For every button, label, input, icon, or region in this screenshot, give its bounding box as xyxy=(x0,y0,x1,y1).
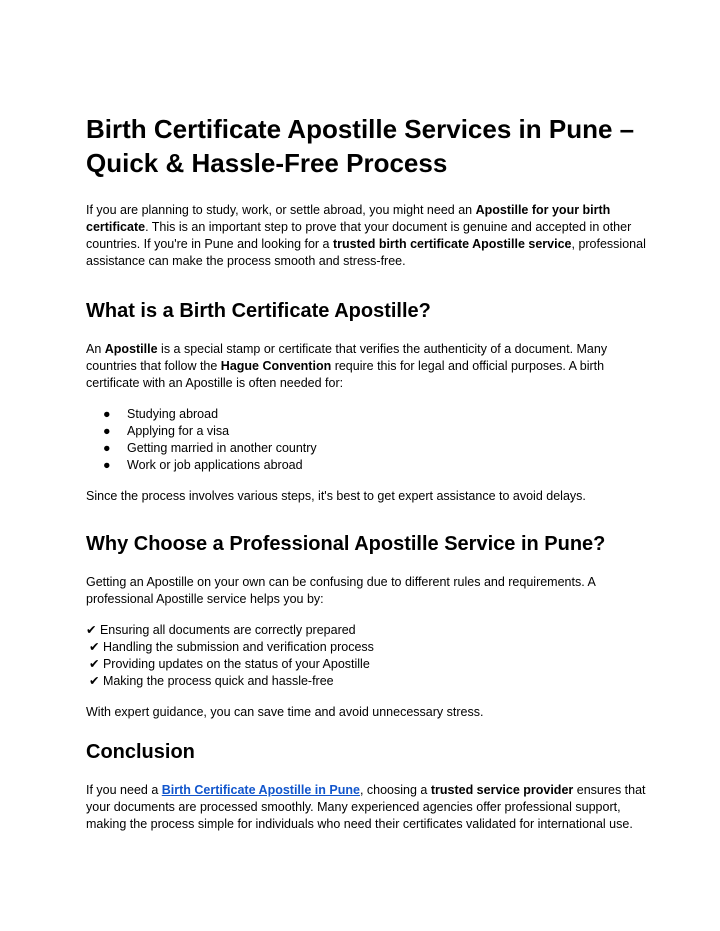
checklist-item: ✔ Making the process quick and hassle-free xyxy=(89,674,334,688)
what-closing-paragraph: Since the process involves various steps, it's best to get expert assistance to avoid delays. xyxy=(86,489,586,503)
conclusion-paragraph xyxy=(86,782,646,833)
list-item xyxy=(86,457,646,474)
bullet-icon: ● xyxy=(103,424,111,438)
checklist-item: ✔ Providing updates on the status of your Apostille xyxy=(89,657,370,671)
conclusion-text-3: ensures that your documents are processed smoothly. Many experienced agencies offer professional support, making the process simple for individuals who need their certificates validated for international use. xyxy=(86,783,646,831)
why-closing-paragraph: With expert guidance, you can save time and avoid unnecessary stress. xyxy=(86,705,484,719)
list-item xyxy=(86,406,646,423)
bullet-icon: ● xyxy=(103,441,111,455)
what-heading: What is a Birth Certificate Apostille? xyxy=(86,300,431,322)
intro-text-2: . This is an important step to prove that your document is genuine and accepted in other countries. If you're in Pune and looking for a xyxy=(86,220,632,251)
list-item-text: Studying abroad xyxy=(127,407,219,421)
what-text-3: require this for legal and official purposes. A birth certificate with an Apostille is often needed for: xyxy=(86,359,605,390)
what-bold-1: Apostille xyxy=(104,342,158,356)
uses-list xyxy=(86,406,646,474)
conclusion-heading: Conclusion xyxy=(86,741,195,763)
bullet-icon: ● xyxy=(103,407,111,421)
what-text-2: is a special stamp or certificate that verifies the authenticity of a document. Many countries that follow the xyxy=(86,342,608,373)
intro-bold-2: trusted birth certificate Apostille service xyxy=(332,237,572,251)
page-title: Birth Certificate Apostille Services in Pune – Quick & Hassle-Free Process xyxy=(86,114,635,178)
checklist-item: ✔ Ensuring all documents are correctly prepared xyxy=(86,623,356,637)
list-item xyxy=(86,423,646,440)
list-item-text: Applying for a visa xyxy=(127,424,230,438)
intro-paragraph xyxy=(86,202,646,270)
intro-text-1: If you are planning to study, work, or settle abroad, you might need an xyxy=(86,203,476,217)
list-item-text: Work or job applications abroad xyxy=(127,458,303,472)
bullet-icon: ● xyxy=(103,458,111,472)
conclusion-text-2: , choosing a xyxy=(359,783,431,797)
what-paragraph xyxy=(86,341,646,392)
why-heading: Why Choose a Professional Apostille Service in Pune? xyxy=(86,533,606,555)
intro-bold-1: Apostille for your birth certificate xyxy=(86,203,611,234)
what-text-1: An xyxy=(86,342,105,356)
why-paragraph: Getting an Apostille on your own can be confusing due to different rules and requirements. A professional Apostille service helps you by: xyxy=(86,575,596,606)
what-bold-2: Hague Convention xyxy=(220,359,332,373)
checklist-item: ✔ Handling the submission and verification process xyxy=(89,640,374,654)
document-page xyxy=(86,112,646,833)
conclusion-text-1: If you need a xyxy=(86,783,162,797)
apostille-pune-link[interactable]: Birth Certificate Apostille in Pune xyxy=(161,783,360,797)
conclusion-bold-1: trusted service provider xyxy=(430,783,574,797)
list-item-text: Getting married in another country xyxy=(127,441,317,455)
benefits-checklist xyxy=(86,622,646,690)
list-item xyxy=(86,440,646,457)
intro-text-3: , professional assistance can make the process smooth and stress-free. xyxy=(86,237,646,268)
